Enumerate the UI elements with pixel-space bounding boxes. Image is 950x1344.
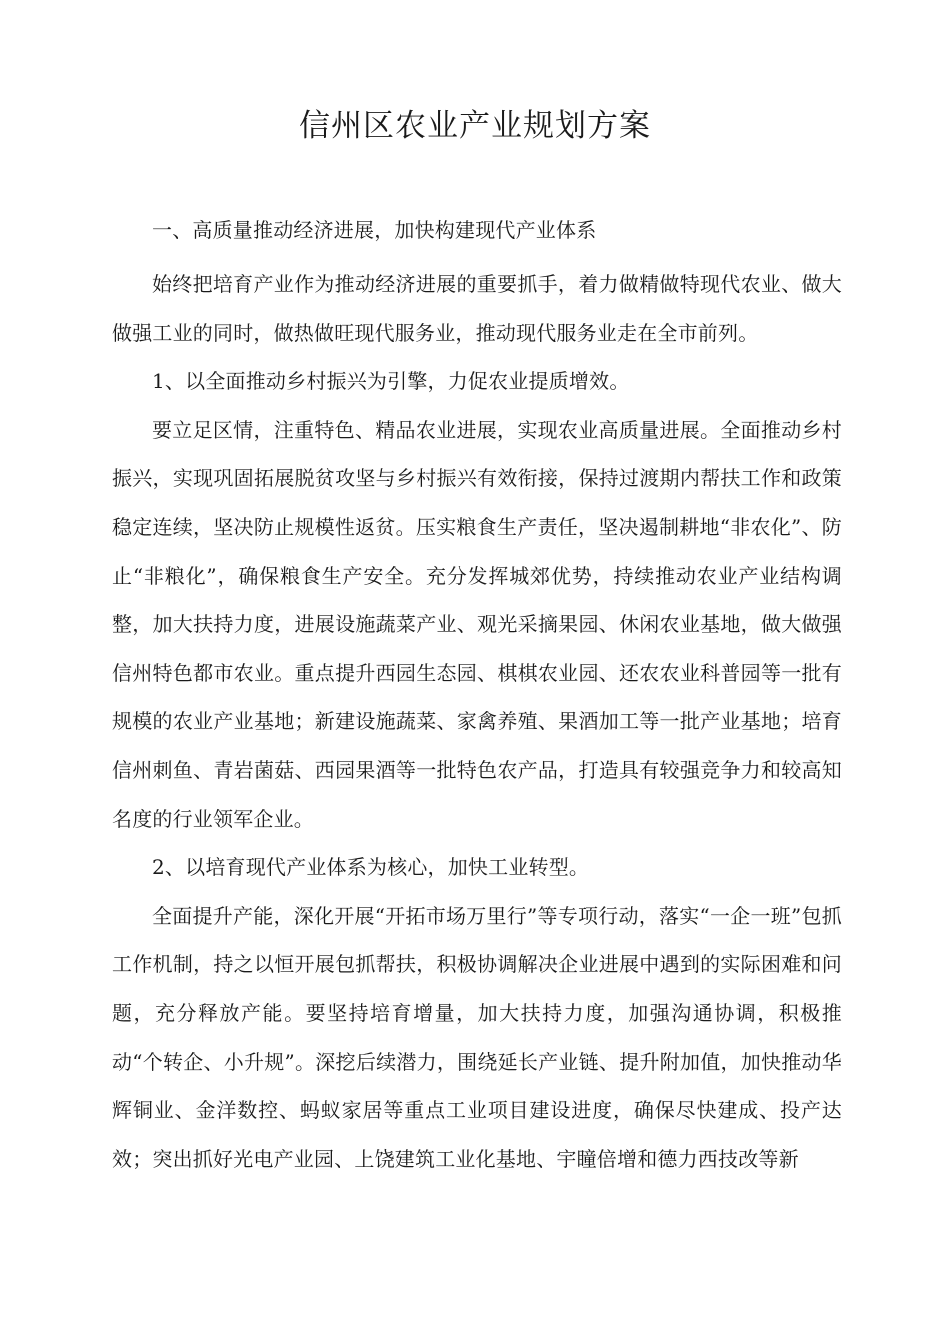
item-2-paragraph: 全面提升产能，深化开展“开拓市场万里行”等专项行动，落实“一企一班”包抓工作机制，持之以恒开展包抓帮扶，积极协调解决企业进展中遇到的实际困难和问题，充分释放产能。要坚持培育增量，加大扶持力度，加强沟通协调，积极推动“个转企、小升规”。深挖后续潜力，围绕延长产业链、提升附加值，加快推动华辉铜业、金洋数控、蚂蚁家居等重点工业项目建设进度，确保尽快建成、投产达效；突出抓好光电产业园、上饶建筑工业化基地、宇瞳倍增和德力西技改等新 [112,903,842,1171]
item-1-heading: 1、以全面推动乡村振兴为引擎，力促农业提质增效。 [152,369,630,394]
document-title: 信州区农业产业规划方案 [299,108,651,144]
document-body [112,210,842,1183]
item-1-paragraph: 要立足区情，注重特色、精品农业进展，实现农业高质量进展。全面推动乡村振兴，实现巩固拓展脱贫攻坚与乡村振兴有效衔接，保持过渡期内帮扶工作和政策稳定连续，坚决防止规模性返贫。压实粮食生产责任，坚决遏制耕地“非农化”、防止“非粮化”，确保粮食生产安全。充分发挥城郊优势，持续推动农业产业结构调整，加大扶持力度，进展设施蔬菜产业、观光采摘果园、休闲农业基地，做大做强信州特色都市农业。重点提升西园生态园、棋棋农业园、还农农业科普园等一批有规模的农业产业基地；新建设施蔬菜、家禽养殖、果酒加工等一批产业基地；培育信州刺鱼、青岩菌菇、西园果酒等一批特色农产品，打造具有较强竞争力和较高知名度的行业领军企业。 [112,417,842,831]
item-2-heading: 2、以培育现代产业体系为核心，加快工业转型。 [152,855,590,880]
section-1-heading: 一、高质量推动经济进展，加快构建现代产业体系 [152,218,597,242]
section-1-paragraph: 始终把培育产业作为推动经济进展的重要抓手，着力做精做特现代农业、做大做强工业的同时，做热做旺现代服务业，推动现代服务业走在全市前列。 [112,272,842,345]
